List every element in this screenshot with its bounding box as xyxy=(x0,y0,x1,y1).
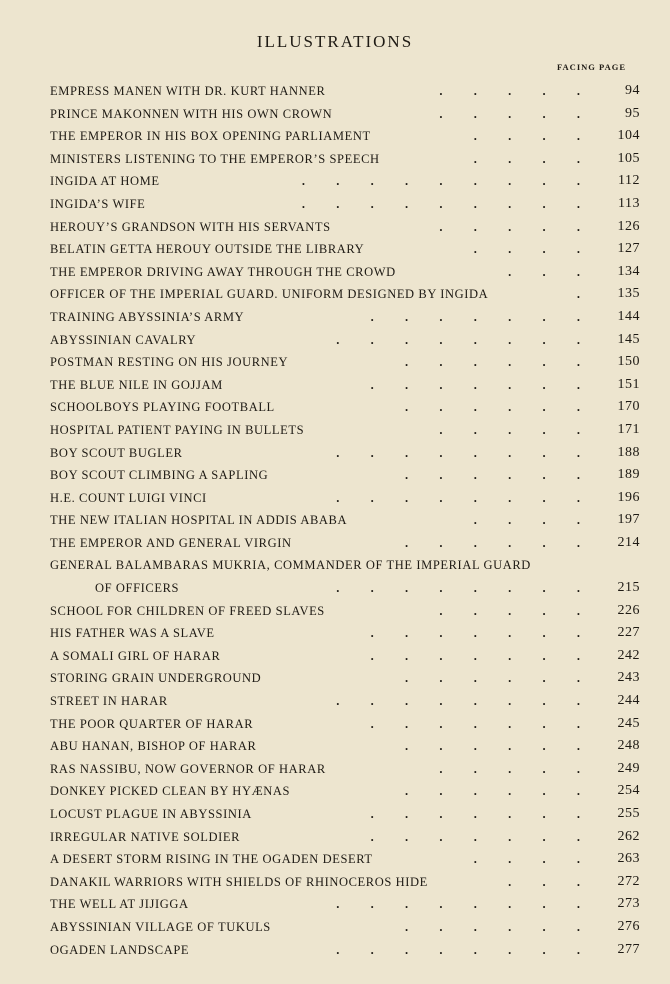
dot-leader: . . . . . . . . . xyxy=(301,196,580,211)
dot-leader: . . . . . . xyxy=(405,535,580,550)
list-item xyxy=(0,532,670,555)
list-item xyxy=(0,374,670,397)
page-number: 94 xyxy=(625,83,640,98)
dot-leader: . . . . . . . xyxy=(370,829,580,844)
caption: THE EMPEROR DRIVING AWAY THROUGH THE CROWD xyxy=(50,264,396,279)
caption: BOY SCOUT BUGLER xyxy=(50,445,183,460)
dot-leader: . . . . . . . xyxy=(370,648,580,663)
caption: SCHOOLBOYS PLAYING FOOTBALL xyxy=(50,400,275,415)
dot-leader: . . . . . . . xyxy=(370,807,580,821)
page-number: 272 xyxy=(617,873,640,889)
list-item xyxy=(0,577,670,600)
caption: THE EMPEROR IN HIS BOX OPENING PARLIAMENT xyxy=(50,129,371,144)
dot-leader: . . . . xyxy=(473,129,580,144)
list-item xyxy=(0,735,670,758)
list-item xyxy=(0,758,670,781)
page-number: 255 xyxy=(617,806,640,821)
list-item xyxy=(0,216,670,239)
dot-leader: . . . . . . xyxy=(405,671,580,686)
page-number: 273 xyxy=(617,896,640,912)
dot-leader: . . . . . . . xyxy=(370,716,580,731)
caption: THE EMPEROR AND GENERAL VIRGIN xyxy=(50,535,292,550)
page-number: 215 xyxy=(617,580,640,596)
list-item xyxy=(0,283,670,306)
list-item xyxy=(0,554,670,577)
page-number: 134 xyxy=(617,263,640,279)
dot-leader: . . . . . xyxy=(439,106,580,121)
dot-leader: . . . . . . . . xyxy=(336,332,580,347)
dot-leader: . . . . . . . xyxy=(370,309,580,324)
dot-leader: . . . . . . . . xyxy=(336,942,580,957)
dot-leader: . . . . . . . . xyxy=(336,581,580,596)
caption: THE POOR QUARTER OF HARAR xyxy=(50,716,254,731)
caption: HEROUY’S GRANDSON WITH HIS SERVANTS xyxy=(50,219,331,234)
page-number: 242 xyxy=(617,647,640,663)
caption: ABYSSINIAN CAVALRY xyxy=(50,332,197,347)
caption: DANAKIL WARRIORS WITH SHIELDS OF RHINOCEROS HIDE xyxy=(50,874,428,889)
caption: GENERAL BALAMBARAS MUKRIA, COMMANDER OF THE IMPERIAL GUARD xyxy=(50,558,531,573)
dot-leader: . . . . xyxy=(473,151,580,166)
dot-leader: . . . . . xyxy=(439,84,580,98)
dot-leader: . . . . . xyxy=(439,422,580,437)
list-item xyxy=(0,351,670,374)
page-title: ILLUSTRATIONS xyxy=(256,32,414,51)
list-item xyxy=(0,509,670,532)
page-number: 276 xyxy=(617,918,640,934)
page-number: 150 xyxy=(617,354,640,370)
dot-leader: . . . . . . xyxy=(405,919,580,934)
page-number: 254 xyxy=(617,783,640,799)
dot-leader: . . . . . . . . . xyxy=(301,174,580,189)
list-item xyxy=(0,939,670,962)
page-number: 248 xyxy=(617,738,640,754)
dot-leader: . . . . . . xyxy=(405,468,580,483)
dot-leader: . . . . . xyxy=(439,603,580,618)
list-item xyxy=(0,170,670,193)
caption: BOY SCOUT CLIMBING A SAPLING xyxy=(50,468,269,483)
page-number: 95 xyxy=(625,105,640,121)
dot-leader: . . . . . . . . xyxy=(336,897,580,912)
dot-leader: . . . . . . xyxy=(405,355,580,370)
caption: TRAINING ABYSSINIA’S ARMY xyxy=(50,309,245,324)
page-number: 214 xyxy=(617,534,640,550)
list-item xyxy=(0,306,670,329)
list-item xyxy=(0,148,670,171)
page-number: 227 xyxy=(617,625,640,641)
caption: A DESERT STORM RISING IN THE OGADEN DESERT xyxy=(50,852,373,867)
caption: STORING GRAIN UNDERGROUND xyxy=(50,671,262,686)
list-item xyxy=(0,442,670,465)
caption: IRREGULAR NATIVE SOLDIER xyxy=(50,829,241,844)
page-number: 245 xyxy=(617,715,640,731)
caption: HIS FATHER WAS A SLAVE xyxy=(50,626,215,641)
list-item xyxy=(0,893,670,916)
illustrations-list xyxy=(0,80,670,961)
dot-leader: . xyxy=(576,287,580,302)
dot-leader: . . . . . . . . xyxy=(336,490,580,505)
caption: THE NEW ITALIAN HOSPITAL IN ADDIS ABABA xyxy=(50,513,348,528)
dot-leader: . . . . xyxy=(473,242,580,257)
dot-leader: . . . . . xyxy=(439,761,580,776)
page-number: 197 xyxy=(617,512,640,528)
dot-leader: . . . . . . xyxy=(405,400,580,415)
list-item xyxy=(0,916,670,939)
page-number: 244 xyxy=(617,693,640,709)
list-item xyxy=(0,329,670,352)
caption: INGIDA AT HOME xyxy=(50,174,160,189)
caption: THE BLUE NILE IN GOJJAM xyxy=(50,377,223,392)
list-item xyxy=(0,622,670,645)
dot-leader: . . . . xyxy=(473,852,580,867)
dot-leader: . . . xyxy=(508,874,580,889)
caption: ABU HANAN, BISHOP OF HARAR xyxy=(50,739,257,754)
list-item xyxy=(0,125,670,148)
list-item xyxy=(0,80,670,103)
caption: OGADEN LANDSCAPE xyxy=(50,942,190,957)
caption: SCHOOL FOR CHILDREN OF FREED SLAVES xyxy=(50,603,325,618)
page-number: 171 xyxy=(617,421,640,437)
list-item xyxy=(0,419,670,442)
list-item xyxy=(0,261,670,284)
dot-leader: . . . . . . . . xyxy=(336,694,580,709)
page-number: 189 xyxy=(617,467,640,483)
page-number: 145 xyxy=(617,331,640,347)
caption: EMPRESS MANEN WITH DR. KURT HANNER xyxy=(50,84,326,98)
page-number: 105 xyxy=(617,150,640,166)
page-number: 196 xyxy=(617,489,640,505)
page-number: 113 xyxy=(618,195,640,211)
page-number: 249 xyxy=(617,760,640,776)
caption: A SOMALI GIRL OF HARAR xyxy=(50,648,221,663)
page-number: 170 xyxy=(617,399,640,415)
dot-leader: . . . . . . . . xyxy=(336,445,580,460)
page-number: 243 xyxy=(617,670,640,686)
caption: STREET IN HARAR xyxy=(50,694,168,709)
caption: BELATIN GETTA HEROUY OUTSIDE THE LIBRARY xyxy=(50,242,365,257)
page-number: 226 xyxy=(617,602,640,618)
list-item xyxy=(0,803,670,826)
caption: RAS NASSIBU, NOW GOVERNOR OF HARAR xyxy=(50,761,326,776)
caption: INGIDA’S WIFE xyxy=(50,196,146,211)
list-item xyxy=(0,600,670,623)
list-item xyxy=(0,193,670,216)
list-item xyxy=(0,713,670,736)
page-number: 263 xyxy=(617,851,640,867)
list-item xyxy=(0,645,670,668)
dot-leader: . . . xyxy=(508,264,580,279)
page-number: 151 xyxy=(617,376,640,392)
page-number: 144 xyxy=(617,308,640,324)
list-item xyxy=(0,848,670,871)
page-number: 104 xyxy=(617,128,640,144)
page-number: 126 xyxy=(617,218,640,234)
page-number: 135 xyxy=(617,286,640,302)
list-item xyxy=(0,487,670,510)
dot-leader: . . . . . . xyxy=(405,784,580,799)
page-number: 262 xyxy=(617,828,640,844)
caption: OFFICER OF THE IMPERIAL GUARD. UNIFORM DESIGNED BY INGIDA xyxy=(50,287,489,302)
dot-leader: . . . . xyxy=(473,513,580,528)
dot-leader: . . . . . . . xyxy=(370,377,580,392)
caption: ABYSSINIAN VILLAGE OF TUKULS xyxy=(50,919,271,934)
page-number: 188 xyxy=(617,444,640,460)
list-item xyxy=(0,690,670,713)
caption: DONKEY PICKED CLEAN BY HYÆNAS xyxy=(50,784,291,799)
list-item xyxy=(0,780,670,803)
list-item xyxy=(0,103,670,126)
facing-page-header: FACING PAGE xyxy=(556,62,626,72)
caption: H.E. COUNT LUIGI VINCI xyxy=(50,490,207,505)
caption: LOCUST PLAGUE IN ABYSSINIA xyxy=(50,807,252,821)
caption: MINISTERS LISTENING TO THE EMPEROR’S SPEECH xyxy=(50,151,380,166)
list-item xyxy=(0,871,670,894)
caption: POSTMAN RESTING ON HIS JOURNEY xyxy=(50,355,289,370)
page-number: 112 xyxy=(618,173,640,189)
caption: OF OFFICERS xyxy=(95,581,180,596)
page-number: 127 xyxy=(617,241,640,257)
list-item xyxy=(0,464,670,487)
dot-leader: . . . . . . xyxy=(405,739,580,754)
dot-leader: . . . . . xyxy=(439,219,580,234)
list-item xyxy=(0,667,670,690)
caption: THE WELL AT JIJIGGA xyxy=(50,897,189,912)
list-item xyxy=(0,396,670,419)
caption: HOSPITAL PATIENT PAYING IN BULLETS xyxy=(50,422,305,437)
list-item xyxy=(0,238,670,261)
dot-leader: . . . . . . . xyxy=(370,626,580,641)
list-item xyxy=(0,826,670,849)
caption: PRINCE MAKONNEN WITH HIS OWN CROWN xyxy=(50,106,333,121)
page-number: 277 xyxy=(617,941,640,957)
